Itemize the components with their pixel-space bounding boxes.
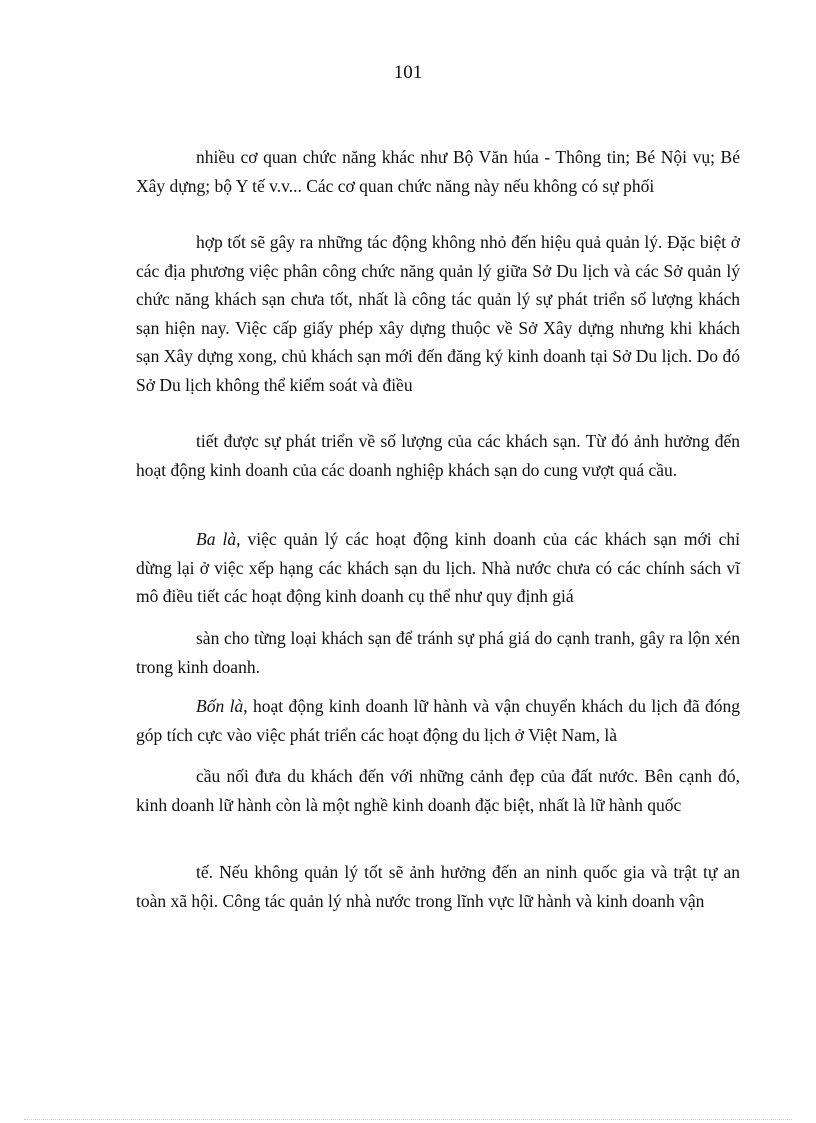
paragraph-1-text: nhiều cơ quan chức năng khác như Bộ Văn húa - Thông tin; Bé Nội vụ; Bé Xây dựng; bộ Y tế v.v... Các cơ quan chức năng này nếu không có sự phối	[136, 147, 740, 196]
paragraph-5	[136, 624, 740, 681]
paragraph-4-text: việc quản lý các hoạt động kinh doanh của các khách sạn mới chỉ dừng lại ở việc xếp hạng các khách sạn du lịch. Nhà nước chưa có các chính sách vĩ mô điều tiết các hoạt động kinh doanh cụ thể như quy định giá	[136, 529, 740, 606]
paragraph-4	[136, 525, 740, 611]
paragraph-1	[136, 143, 740, 200]
paragraph-8	[136, 858, 740, 915]
page-bottom-divider	[24, 1119, 792, 1120]
paragraph-2	[136, 228, 740, 399]
paragraph-6-lead: Bốn là	[196, 696, 244, 716]
paragraph-5-text: sàn cho từng loại khách sạn để tránh sự phá giá do cạnh tranh, gây ra lộn xén trong kinh doanh.	[136, 628, 740, 677]
paragraph-2-text: hợp tốt sẽ gây ra những tác động không nhỏ đến hiệu quả quản lý. Đặc biệt ở các địa phương việc phân công chức năng quản lý giữa Sở Du lịch và các Sở quản lý chức năng khách sạn chưa tốt, nhất là công tác quản lý sự phát triển số lượng khách sạn hiện nay. Việc cấp giấy phép xây dựng thuộc về Sở Xây dựng nhưng khi khách sạn Xây dựng xong, chủ khách sạn mới đến đăng ký kinh doanh tại Sở Du lịch. Do đó Sở Du lịch không thể kiểm soát và điều	[136, 232, 740, 395]
page-number: 101	[393, 62, 423, 83]
paragraph-7	[136, 762, 740, 819]
paragraph-4-lead: Ba là,	[196, 529, 241, 549]
paragraph-6-text: , hoạt động kinh doanh lữ hành và vận chuyển khách du lịch đã đóng góp tích cực vào việc phát triển các hoạt động du lịch ở Việt Nam, là	[136, 696, 740, 745]
paragraph-8-text: tế. Nếu không quản lý tốt sẽ ảnh hưởng đến an ninh quốc gia và trật tự an toàn xã hội. Công tác quản lý nhà nước trong lĩnh vực lữ hành và kinh doanh vận	[136, 862, 740, 911]
paragraph-7-text: cầu nối đưa du khách đến với những cảnh đẹp của đất nước. Bên cạnh đó, kinh doanh lữ hành còn là một nghề kinh doanh đặc biệt, nhất là lữ hành quốc	[136, 766, 740, 815]
paragraph-6	[136, 692, 740, 749]
paragraph-3-text: tiết được sự phát triển về số lượng của các khách sạn. Từ đó ảnh hưởng đến hoạt động kinh doanh của các doanh nghiệp khách sạn do cung vượt quá cầu.	[136, 431, 740, 480]
paragraph-3	[136, 427, 740, 484]
